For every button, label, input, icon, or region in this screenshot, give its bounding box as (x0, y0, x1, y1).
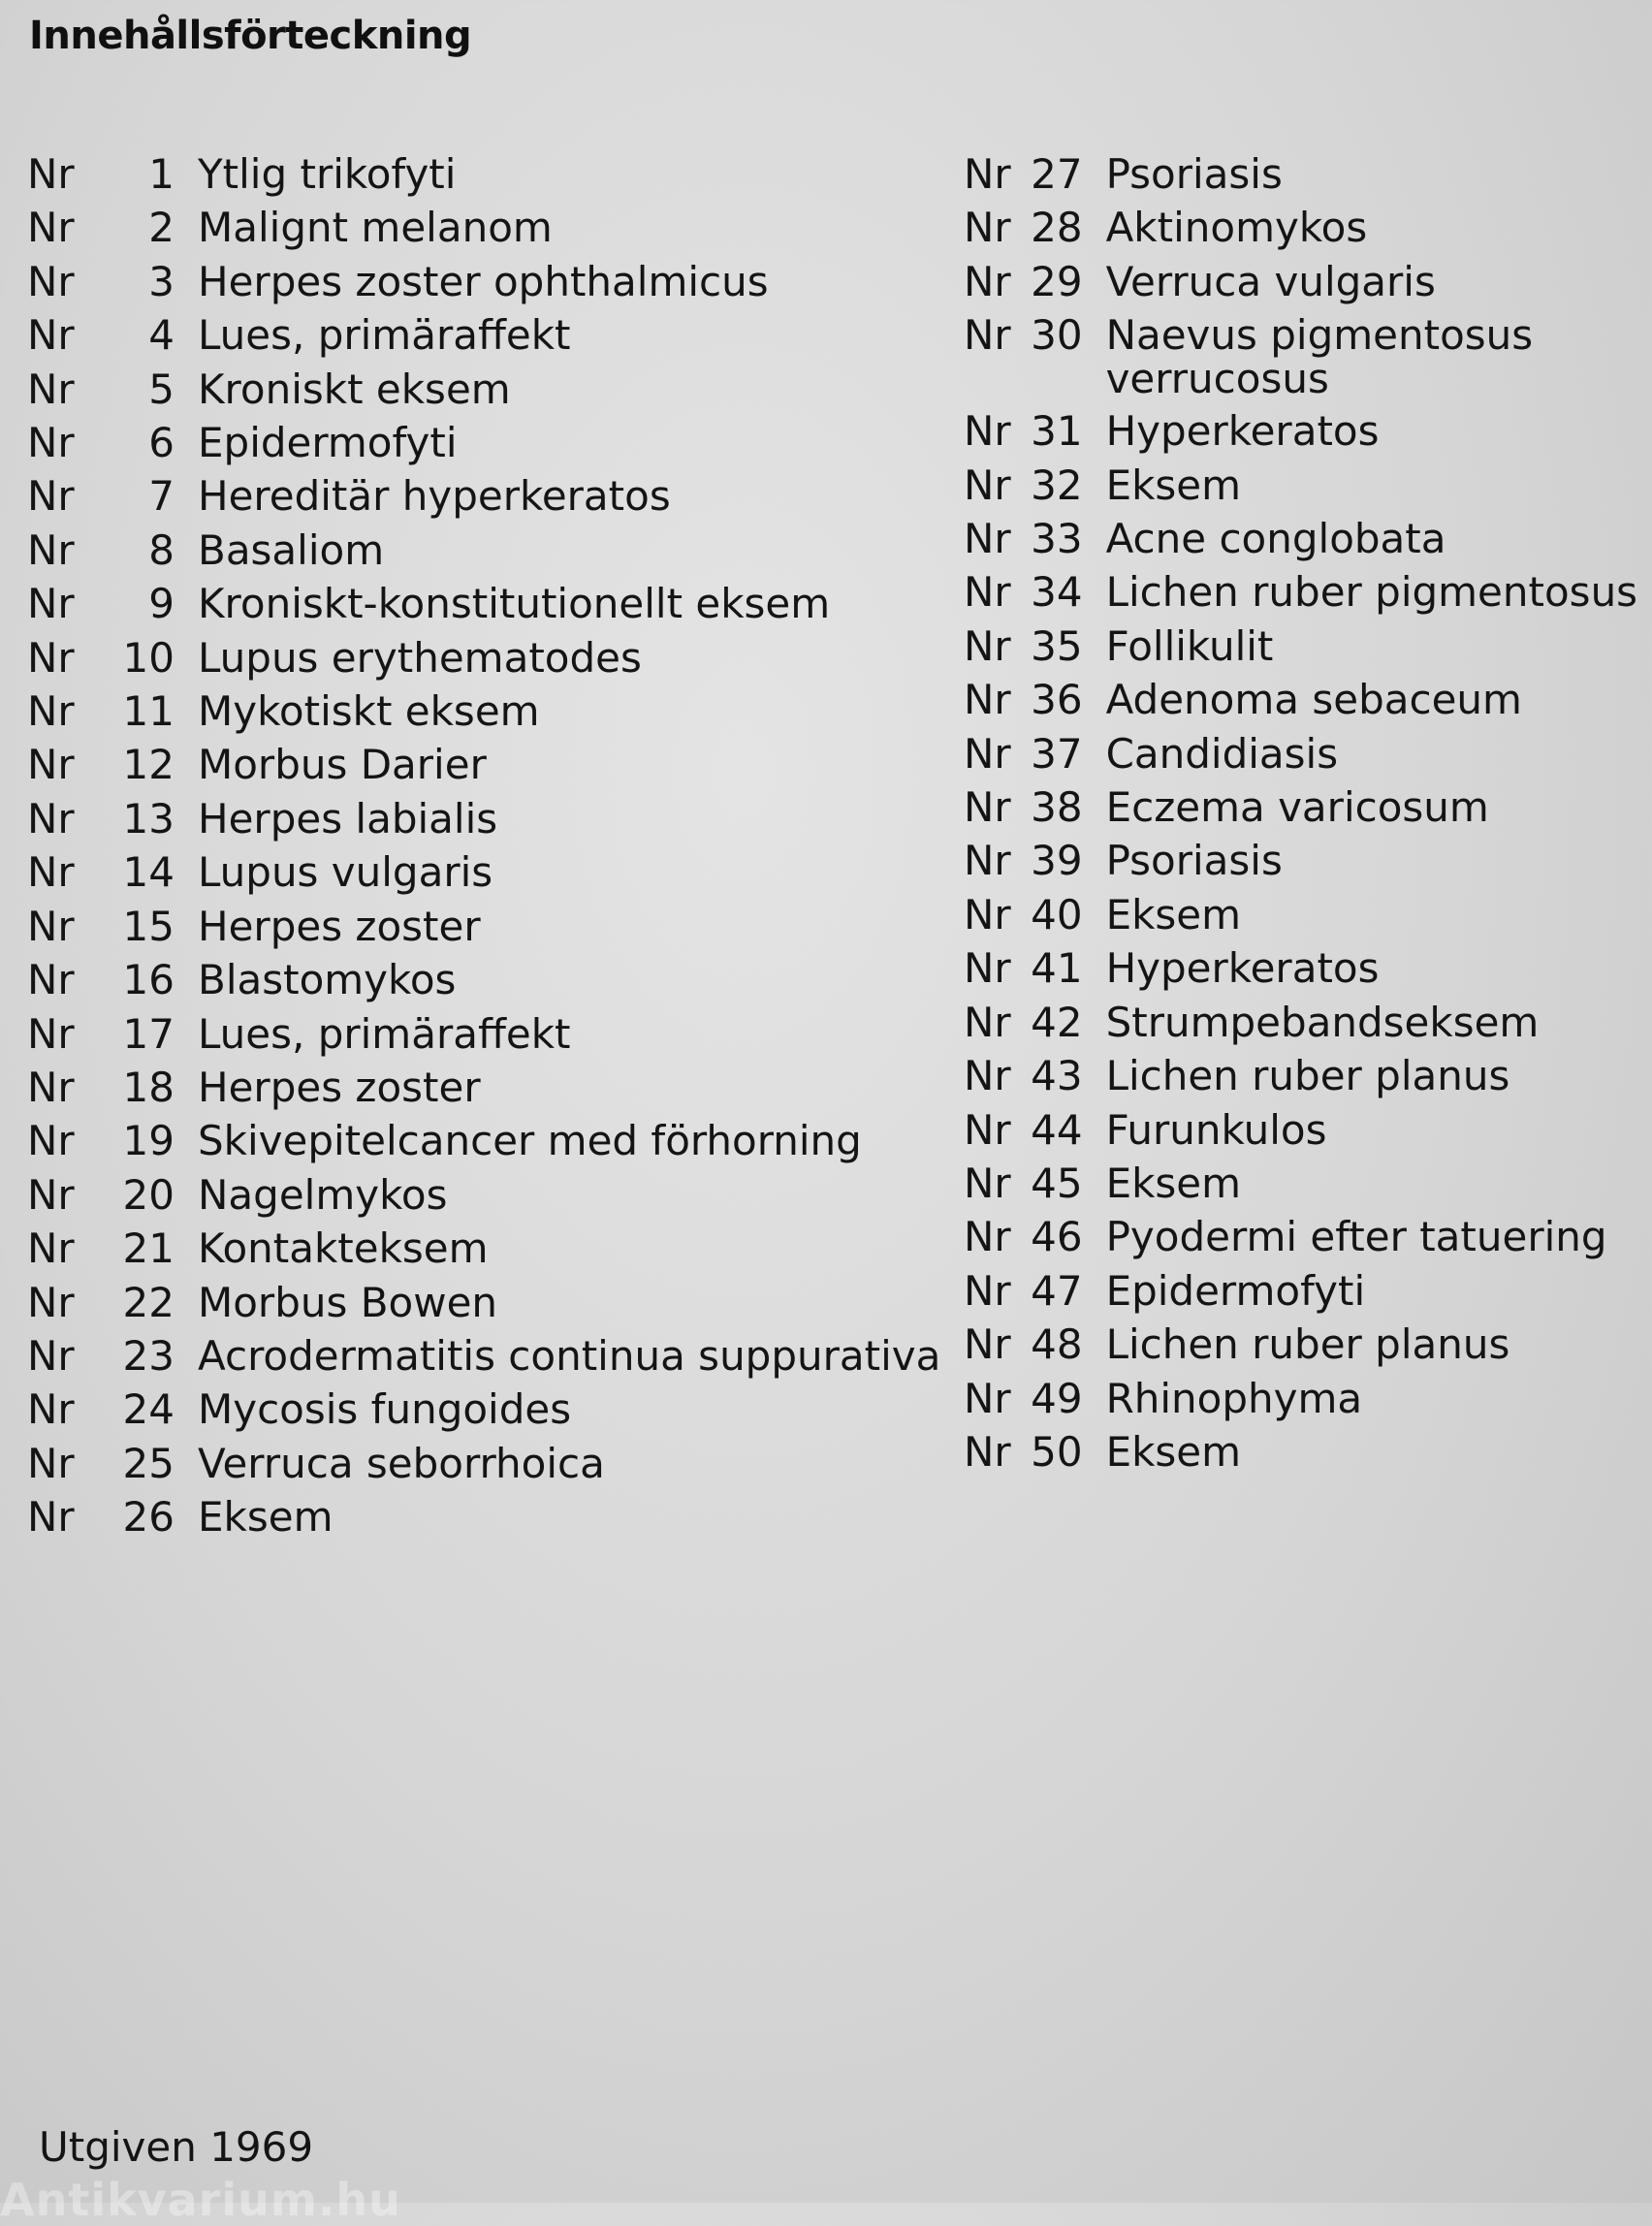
toc-entry (27, 147, 958, 201)
entry-number: 42 (1031, 998, 1083, 1046)
entry-prefix: Nr (964, 1374, 1011, 1422)
entry-prefix: Nr (27, 419, 75, 467)
entry-title: Verruca seborrhoica (198, 1439, 605, 1487)
entry-prefix: Nr (964, 407, 1011, 456)
toc-entry (27, 738, 958, 791)
entry-prefix: Nr (964, 515, 1011, 563)
entry-title: Morbus Bowen (198, 1278, 498, 1326)
entry-prefix: Nr (964, 621, 1011, 670)
entry-number: 15 (122, 902, 175, 950)
entry-prefix: Nr (964, 676, 1011, 724)
toc-entry (27, 524, 958, 577)
entry-number: 10 (122, 633, 175, 682)
watermark: Antikvarium.hu (0, 2174, 401, 2226)
entry-number: 13 (122, 794, 175, 843)
toc-entry (964, 888, 1642, 941)
page-title: Innehållsförteckning (29, 14, 472, 58)
entry-title: Nagelmykos (198, 1170, 448, 1219)
toc-entry (964, 308, 1642, 404)
toc-entry (27, 201, 958, 254)
entry-number: 40 (1031, 890, 1083, 938)
toc-entry (27, 792, 958, 845)
entry-prefix: Nr (27, 848, 75, 897)
entry-number: 1 (148, 150, 175, 198)
entry-number: 47 (1031, 1266, 1083, 1315)
entry-number: 21 (122, 1224, 175, 1273)
entry-prefix: Nr (27, 365, 75, 413)
entry-number: 12 (122, 741, 175, 789)
entry-title: Eksem (1105, 1427, 1242, 1476)
toc-entry (964, 255, 1642, 308)
entry-title: Rhinophyma (1105, 1374, 1363, 1422)
toc-entry (964, 834, 1642, 887)
entry-prefix: Nr (964, 1266, 1011, 1315)
entry-number: 17 (122, 1009, 175, 1058)
entry-title: Candidiasis (1105, 729, 1339, 778)
entry-title: Kontakteksem (198, 1224, 489, 1273)
toc-entry (27, 469, 958, 523)
entry-number: 5 (148, 365, 175, 413)
toc-entry (964, 565, 1642, 619)
toc-entry (964, 1425, 1642, 1479)
entry-prefix: Nr (964, 729, 1011, 778)
toc-entry (964, 780, 1642, 834)
entry-title: Hereditär hyperkeratos (198, 472, 671, 521)
toc-entry (27, 1437, 958, 1490)
toc-entry (27, 1276, 958, 1329)
toc-entry (964, 727, 1642, 780)
entry-prefix: Nr (27, 1385, 75, 1434)
entry-title: Lichen ruber planus (1105, 1052, 1510, 1100)
entry-prefix: Nr (964, 1105, 1011, 1154)
toc-entry (964, 1157, 1642, 1210)
toc-entry (27, 1329, 958, 1383)
entry-prefix: Nr (27, 150, 75, 198)
publication-year: Utgiven 1969 (39, 2123, 314, 2171)
entry-number: 30 (1031, 311, 1083, 360)
entry-title: Lichen ruber planus (1105, 1320, 1510, 1369)
entry-prefix: Nr (27, 794, 75, 843)
entry-number: 4 (148, 311, 175, 360)
entry-prefix: Nr (964, 1320, 1011, 1369)
toc-entry (27, 1168, 958, 1222)
entry-number: 48 (1031, 1320, 1083, 1369)
entry-number: 39 (1031, 837, 1083, 885)
entry-number: 3 (148, 257, 175, 305)
entry-number: 50 (1031, 1427, 1083, 1476)
entry-title: Lues, primäraffekt (198, 1009, 571, 1058)
entry-prefix: Nr (964, 257, 1011, 305)
entry-prefix: Nr (964, 1427, 1011, 1476)
entry-prefix: Nr (27, 311, 75, 360)
toc-entry (27, 1383, 958, 1436)
entry-prefix: Nr (27, 1493, 75, 1542)
entry-number: 46 (1031, 1213, 1083, 1261)
entry-title: Aktinomykos (1105, 204, 1368, 252)
entry-prefix: Nr (27, 1278, 75, 1326)
entry-title: Hyperkeratos (1105, 944, 1380, 993)
entry-prefix: Nr (964, 150, 1011, 198)
toc-entry (964, 512, 1642, 565)
entry-prefix: Nr (964, 568, 1011, 617)
entry-title: Malignt melanom (198, 204, 553, 252)
entry-prefix: Nr (27, 633, 75, 682)
toc-entry (27, 1222, 958, 1275)
entry-title: Hyperkeratos (1105, 407, 1380, 456)
entry-prefix: Nr (964, 890, 1011, 938)
entry-number: 27 (1031, 150, 1083, 198)
entry-prefix: Nr (27, 1117, 75, 1165)
entry-title: Verruca vulgaris (1105, 257, 1436, 305)
toc-entry (27, 631, 958, 684)
entry-title: Eksem (1105, 890, 1242, 938)
entry-number: 18 (122, 1063, 175, 1111)
entry-prefix: Nr (27, 204, 75, 252)
entry-prefix: Nr (964, 783, 1011, 832)
toc-entry (964, 404, 1642, 458)
toc-entry (964, 459, 1642, 512)
entry-number: 33 (1031, 515, 1083, 563)
entry-number: 35 (1031, 621, 1083, 670)
entry-number: 9 (148, 580, 175, 628)
entry-prefix: Nr (964, 998, 1011, 1046)
entry-prefix: Nr (27, 1063, 75, 1111)
entry-title: Psoriasis (1105, 837, 1283, 885)
entry-title: Mykotiskt eksem (198, 687, 540, 736)
entry-title: Kroniskt eksem (198, 365, 511, 413)
entry-prefix: Nr (27, 257, 75, 305)
entry-number: 43 (1031, 1052, 1083, 1100)
toc-entry (964, 1103, 1642, 1157)
entry-prefix: Nr (964, 944, 1011, 993)
entry-number: 34 (1031, 568, 1083, 617)
entry-title: Herpes zoster (198, 1063, 481, 1111)
entry-title: Eksem (1105, 1159, 1242, 1207)
entry-title: Furunkulos (1105, 1105, 1327, 1154)
entry-title: Naevus pigmentosus verrucosus (1105, 311, 1534, 403)
entry-number: 25 (122, 1439, 175, 1487)
toc-entry (27, 416, 958, 469)
entry-prefix: Nr (964, 204, 1011, 252)
entry-prefix: Nr (964, 311, 1011, 360)
entry-number: 41 (1031, 944, 1083, 993)
toc-entry (964, 673, 1642, 726)
entry-title: Skivepitelcancer med förhorning (198, 1117, 862, 1165)
entry-title: Herpes zoster (198, 902, 481, 950)
entry-title: Acne conglobata (1105, 515, 1446, 563)
toc-entry (964, 996, 1642, 1049)
entry-number: 14 (122, 848, 175, 897)
entry-number: 23 (122, 1331, 175, 1380)
entry-title: Epidermofyti (1105, 1266, 1366, 1315)
entry-number: 6 (148, 419, 175, 467)
entry-number: 29 (1031, 257, 1083, 305)
entry-number: 11 (122, 687, 175, 736)
toc-entry (27, 845, 958, 899)
toc-column-left (27, 147, 958, 1544)
entry-number: 19 (122, 1117, 175, 1165)
toc-entry (27, 577, 958, 630)
toc-entry (964, 1264, 1642, 1318)
entry-number: 2 (148, 204, 175, 252)
entry-title: Strumpebandseksem (1105, 998, 1540, 1046)
entry-prefix: Nr (27, 1439, 75, 1487)
toc-entry (964, 1210, 1642, 1263)
entry-prefix: Nr (964, 1159, 1011, 1207)
toc-entry (964, 147, 1642, 201)
entry-number: 24 (122, 1385, 175, 1434)
entry-number: 7 (148, 472, 175, 521)
entry-prefix: Nr (27, 956, 75, 1004)
entry-title: Pyodermi efter tatuering (1105, 1213, 1607, 1261)
toc-entry (27, 255, 958, 308)
entry-number: 20 (122, 1170, 175, 1219)
entry-number: 28 (1031, 204, 1083, 252)
entry-prefix: Nr (27, 1009, 75, 1058)
toc-entry (27, 1490, 958, 1543)
entry-title: Lupus vulgaris (198, 848, 493, 897)
entry-prefix: Nr (964, 1213, 1011, 1261)
entry-number: 8 (148, 525, 175, 574)
toc-entry (964, 201, 1642, 254)
entry-title: Lichen ruber pigmentosus (1105, 568, 1638, 617)
toc-entry (964, 1372, 1642, 1425)
toc-entry (27, 1007, 958, 1061)
entry-prefix: Nr (27, 1170, 75, 1219)
toc-entry (27, 900, 958, 953)
entry-title: Herpes labialis (198, 794, 498, 843)
entry-title: Eksem (198, 1493, 334, 1542)
toc-entry (27, 363, 958, 416)
toc-entry (27, 684, 958, 738)
toc-entry (964, 620, 1642, 673)
entry-number: 49 (1031, 1374, 1083, 1422)
entry-prefix: Nr (27, 687, 75, 736)
entry-title: Kroniskt-konstitutionellt eksem (198, 580, 831, 628)
entry-title: Basaliom (198, 525, 385, 574)
entry-number: 37 (1031, 729, 1083, 778)
toc-entry (27, 1114, 958, 1167)
entry-title: Morbus Darier (198, 741, 487, 789)
entry-number: 38 (1031, 783, 1083, 832)
entry-number: 22 (122, 1278, 175, 1326)
entry-title: Acrodermatitis continua suppurativa (198, 1331, 941, 1380)
entry-number: 44 (1031, 1105, 1083, 1154)
entry-title: Epidermofyti (198, 419, 458, 467)
entry-title: Follikulit (1105, 621, 1274, 670)
entry-prefix: Nr (27, 741, 75, 789)
toc-entry (964, 1318, 1642, 1371)
entry-title: Herpes zoster ophthalmicus (198, 257, 769, 305)
entry-title: Adenoma sebaceum (1105, 676, 1522, 724)
entry-prefix: Nr (27, 1224, 75, 1273)
entry-title: Lues, primäraffekt (198, 311, 571, 360)
entry-number: 16 (122, 956, 175, 1004)
toc-entry (964, 941, 1642, 995)
entry-prefix: Nr (27, 472, 75, 521)
entry-number: 36 (1031, 676, 1083, 724)
toc-column-right (964, 147, 1642, 1479)
entry-prefix: Nr (27, 580, 75, 628)
entry-prefix: Nr (964, 837, 1011, 885)
toc-entry (27, 953, 958, 1006)
entry-prefix: Nr (27, 1331, 75, 1380)
entry-number: 31 (1031, 407, 1083, 456)
entry-title: Psoriasis (1105, 150, 1283, 198)
entry-title: Eczema varicosum (1105, 783, 1489, 832)
entry-prefix: Nr (27, 902, 75, 950)
entry-number: 32 (1031, 461, 1083, 509)
entry-number: 45 (1031, 1159, 1083, 1207)
toc-entry (964, 1049, 1642, 1102)
toc-entry (27, 1061, 958, 1114)
entry-prefix: Nr (27, 525, 75, 574)
entry-title: Blastomykos (198, 956, 457, 1004)
entry-title: Ytlig trikofyti (198, 150, 457, 198)
entry-title: Mycosis fungoides (198, 1385, 572, 1434)
entry-number: 26 (122, 1493, 175, 1542)
entry-prefix: Nr (964, 1052, 1011, 1100)
entry-prefix: Nr (964, 461, 1011, 509)
entry-title: Eksem (1105, 461, 1242, 509)
entry-title: Lupus erythematodes (198, 633, 642, 682)
toc-entry (27, 308, 958, 362)
